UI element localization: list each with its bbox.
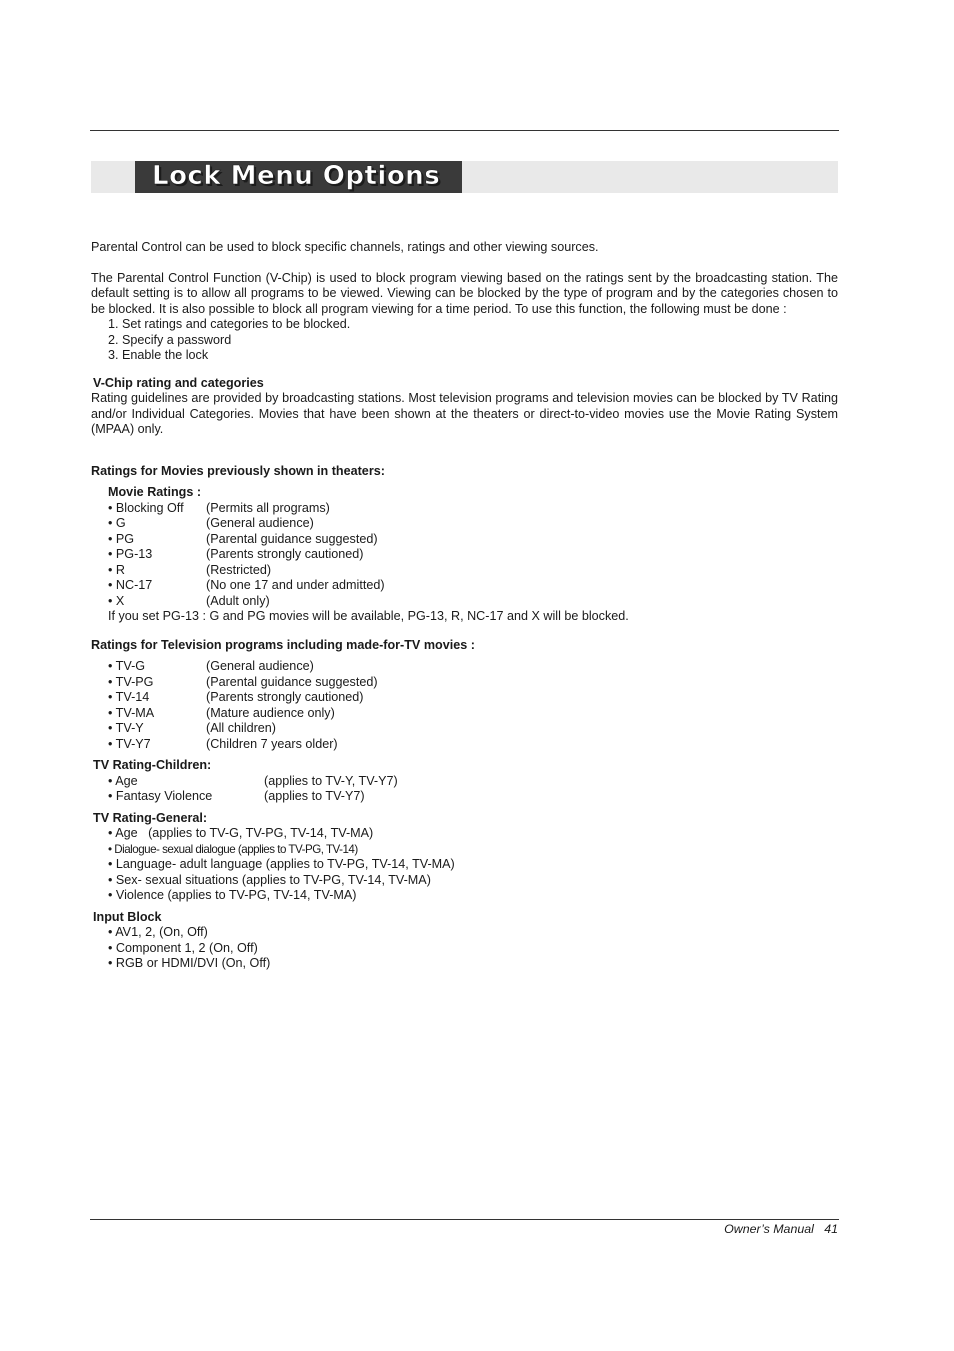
- tv-heading: Ratings for Television programs including made-for-TV movies :: [91, 637, 475, 652]
- list-item: • Age (applies to TV-Y, TV-Y7): [108, 773, 398, 788]
- list-item: • Violence (applies to TV-PG, TV-14, TV-MA): [108, 888, 357, 902]
- children-list: [91, 774, 838, 805]
- step-item: 2. Specify a password: [108, 332, 232, 347]
- step-item: 3. Enable the lock: [108, 348, 209, 362]
- list-item: • PG-13 (Parents strongly cautioned): [108, 547, 364, 561]
- list-item: • TV-PG (Parental guidance suggested): [108, 674, 378, 689]
- list-item: • Fantasy Violence (applies to TV-Y7): [108, 789, 365, 803]
- page-number: 41: [824, 1222, 838, 1236]
- list-item: • TV-Y (All children): [108, 721, 276, 735]
- top-rule: [90, 130, 839, 131]
- list-item: • Sex- sexual situations (applies to TV-PG, TV-14, TV-MA): [108, 872, 431, 887]
- general-heading: TV Rating-General:: [93, 810, 208, 825]
- list-item: • Language- adult language (applies to TV-PG, TV-14, TV-MA): [108, 857, 455, 871]
- children-heading: TV Rating-Children:: [93, 758, 212, 772]
- intro-text: Parental Control can be used to block specific channels, ratings and other viewing sources.: [91, 240, 599, 254]
- list-item: • X (Adult only): [108, 593, 270, 608]
- movies-heading: Ratings for Movies previously shown in theaters:: [91, 463, 385, 478]
- movies-note: If you set PG-13 : G and PG movies will be available, PG-13, R, NC-17 and X will be blocked.: [108, 609, 629, 623]
- list-item: • G (General audience): [108, 516, 314, 530]
- list-item: • NC-17 (No one 17 and under admitted): [108, 578, 385, 592]
- list-item: • Dialogue- sexual dialogue (applies to TV-PG, TV-14): [108, 842, 358, 856]
- tv-ratings-list: [91, 659, 838, 752]
- input-block-heading: Input Block: [93, 909, 162, 924]
- input-block-list: [91, 925, 838, 972]
- step-item: 1. Set ratings and categories to be blocked.: [108, 317, 351, 331]
- general-list: [91, 826, 838, 904]
- footer: [724, 1222, 838, 1236]
- list-item: • Blocking Off (Permits all programs): [108, 500, 330, 515]
- list-item: • TV-14 (Parents strongly cautioned): [108, 690, 364, 704]
- list-item: • PG (Parental guidance suggested): [108, 531, 378, 546]
- vchip-paragraph: The Parental Control Function (V-Chip) is used to block program viewing based on the ratings sent by the broadcasting station. The default setting is to allow all programs to be viewed. Viewing can be blocked by the type of program and by the categories chosen to be blocked. It is also possible to block all program viewing for a time period. To use this function, the following must be done :: [91, 270, 838, 316]
- list-item: • AV1, 2, (On, Off): [108, 925, 208, 939]
- movie-ratings-subheading: Movie Ratings :: [108, 485, 202, 499]
- movie-ratings-list: [91, 501, 838, 610]
- list-item: • Age (applies to TV-G, TV-PG, TV-14, TV-MA): [108, 826, 374, 840]
- page-content: [91, 240, 838, 972]
- footer-label: Owner’s Manual: [724, 1222, 814, 1236]
- steps-list: [91, 317, 838, 364]
- list-item: • TV-Y7 (Children 7 years older): [108, 736, 338, 751]
- list-item: • RGB or HDMI/DVI (On, Off): [108, 956, 271, 970]
- list-item: • R (Restricted): [108, 562, 272, 577]
- vchip-text: Rating guidelines are provided by broadcasting stations. Most television programs and television movies can be blocked by TV Rating and/or Individual Categories. Movies that have been shown at the theaters or direct-to-video movies use the Movie Rating System (MPAA) only.: [91, 391, 838, 436]
- vchip-heading: V-Chip rating and categories: [93, 375, 264, 390]
- list-item: • TV-G (General audience): [108, 659, 314, 673]
- page-title: Lock Menu Options: [152, 161, 441, 191]
- list-item: • Component 1, 2 (On, Off): [108, 940, 258, 955]
- bottom-rule: [90, 1219, 839, 1220]
- list-item: • TV-MA (Mature audience only): [108, 705, 335, 720]
